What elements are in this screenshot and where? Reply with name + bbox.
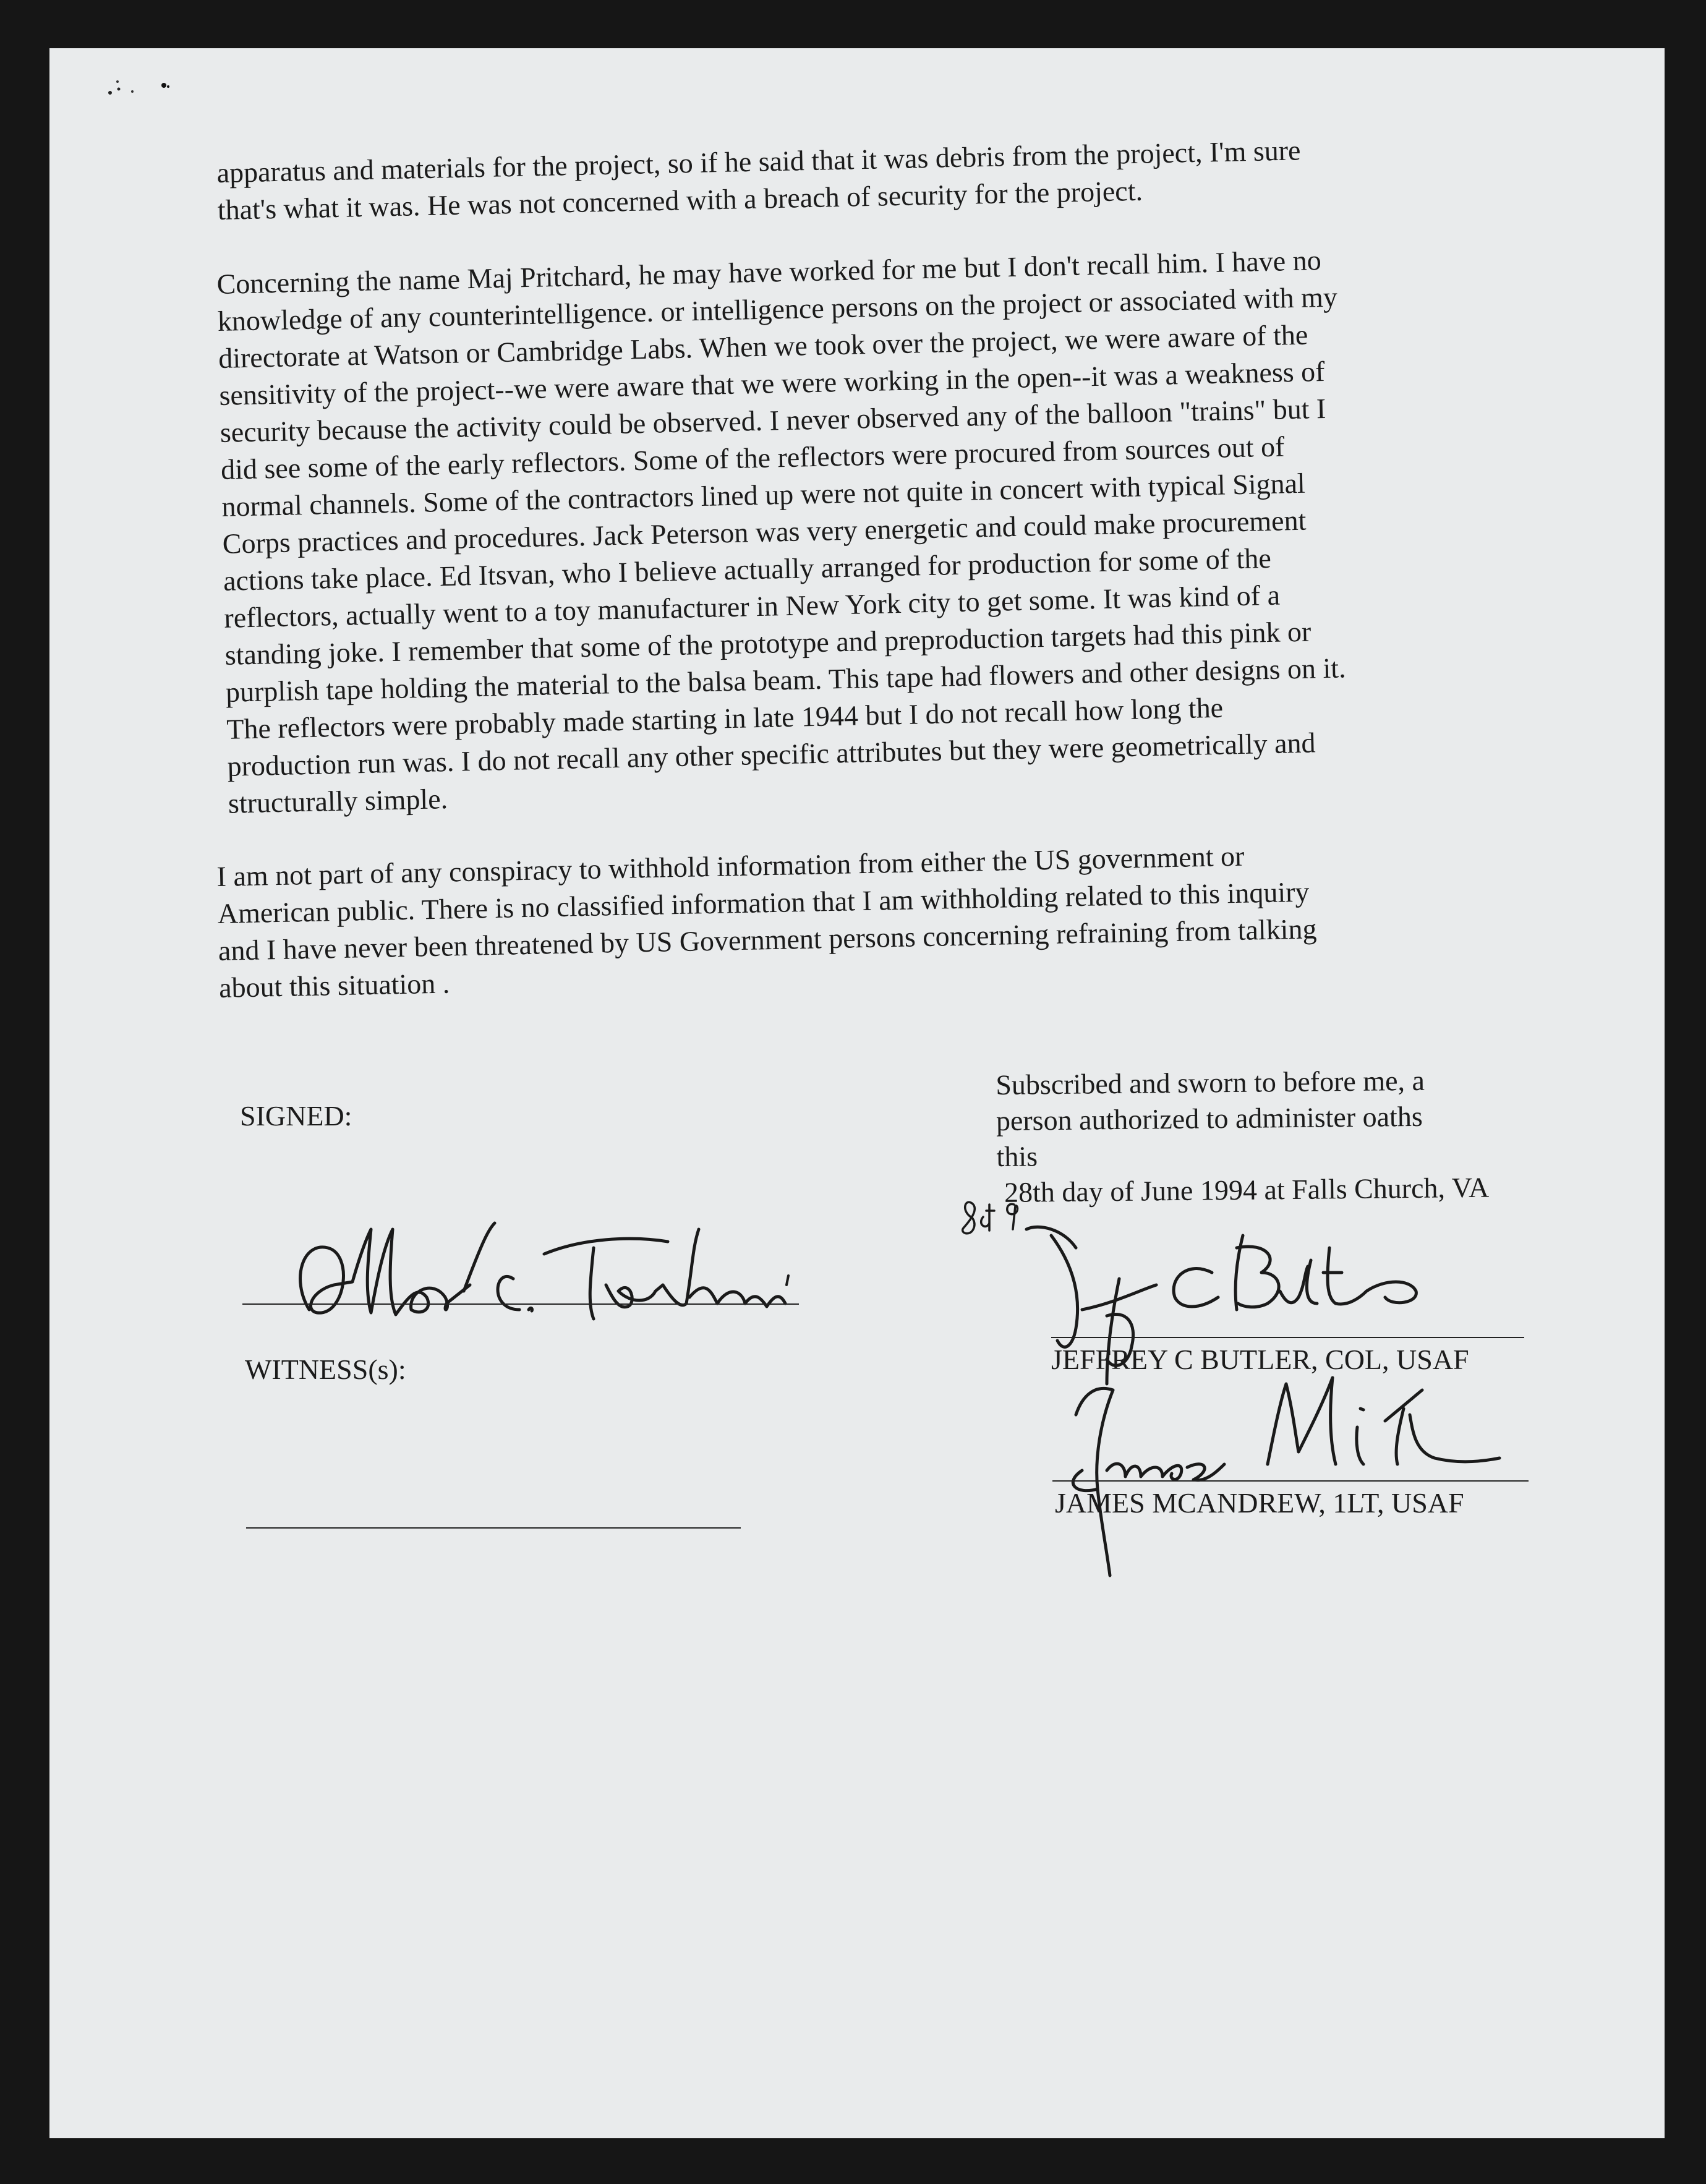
signed-signature-line: [242, 1303, 799, 1305]
notary-line-3: this: [996, 1140, 1038, 1172]
notary-line-1: Subscribed and sworn to before me, a: [996, 1064, 1425, 1101]
paragraph-conspiracy: I am not part of any conspiracy to withhold information from either the US government or American public. There is no classified information that I am withholding related to this inquiry and I have never been threatened by US Government persons concerning refraining from talking about this situation .: [216, 840, 1317, 1004]
butler-name: JEFFREY C BUTLER, COL, USAF: [1051, 1344, 1469, 1375]
witness-signature-line: [246, 1527, 741, 1529]
notary-statement: [996, 1062, 1553, 1211]
paragraph-continuation: apparatus and materials for the project, so if he said that it was debris from the project, I'm sure that's what it was. He was not concerned with a breach of security for the project.: [216, 134, 1301, 226]
mcandrew-name: JAMES MCANDREW, 1LT, USAF: [1055, 1487, 1464, 1519]
mcandrew-signature: [1039, 1365, 1509, 1588]
notary-line-4: 28th day of June 1994 at Falls Church, VA: [1004, 1171, 1490, 1208]
signer-signature: [284, 1205, 791, 1365]
scan-specks: [105, 73, 179, 104]
notary-line-2: person authorized to administer oaths: [996, 1100, 1423, 1137]
butler-signature-line: [1051, 1337, 1524, 1338]
mcandrew-signature-line: [1052, 1480, 1529, 1482]
witness-label: WITNESS(s):: [245, 1354, 406, 1385]
document-page: [49, 48, 1665, 2138]
signed-label: SIGNED:: [240, 1100, 352, 1132]
paragraph-pritchard: Concerning the name Maj Pritchard, he may have worked for me but I don't recall him. I have no knowledge of any counterintelligence. or intelligence persons on the project or associated with my directorate at Watson or Cambridge Labs. When we took over the project, we were aware of the sensitivity of the project--we were aware that we were working in the open--it was a weakness of security because the activity could be observed. I never observed any of the balloon "trains" but I did see some of the early reflectors. Some of the reflectors were procured from sources out of normal channels. Some of the contractors lined up were not quite in concert with typical Signal Corps practices and procedures. Jack Peterson was very energetic and could make procurement actions take place. Ed Itsvan, who I believe actually arranged for production for some of the reflectors, actually went to a toy manufacturer in New York city to get some. It was kind of a standing joke. I remember that some of the prototype and preproduction targets had this pink or purplish tape holding the material to the balsa beam. This tape had flowers and other designs on it. The reflectors were probably made starting in late 1944 but I do not recall how long the production run was. I do not recall any other specific attributes but they were geometrically and structurally simple.: [216, 244, 1347, 819]
